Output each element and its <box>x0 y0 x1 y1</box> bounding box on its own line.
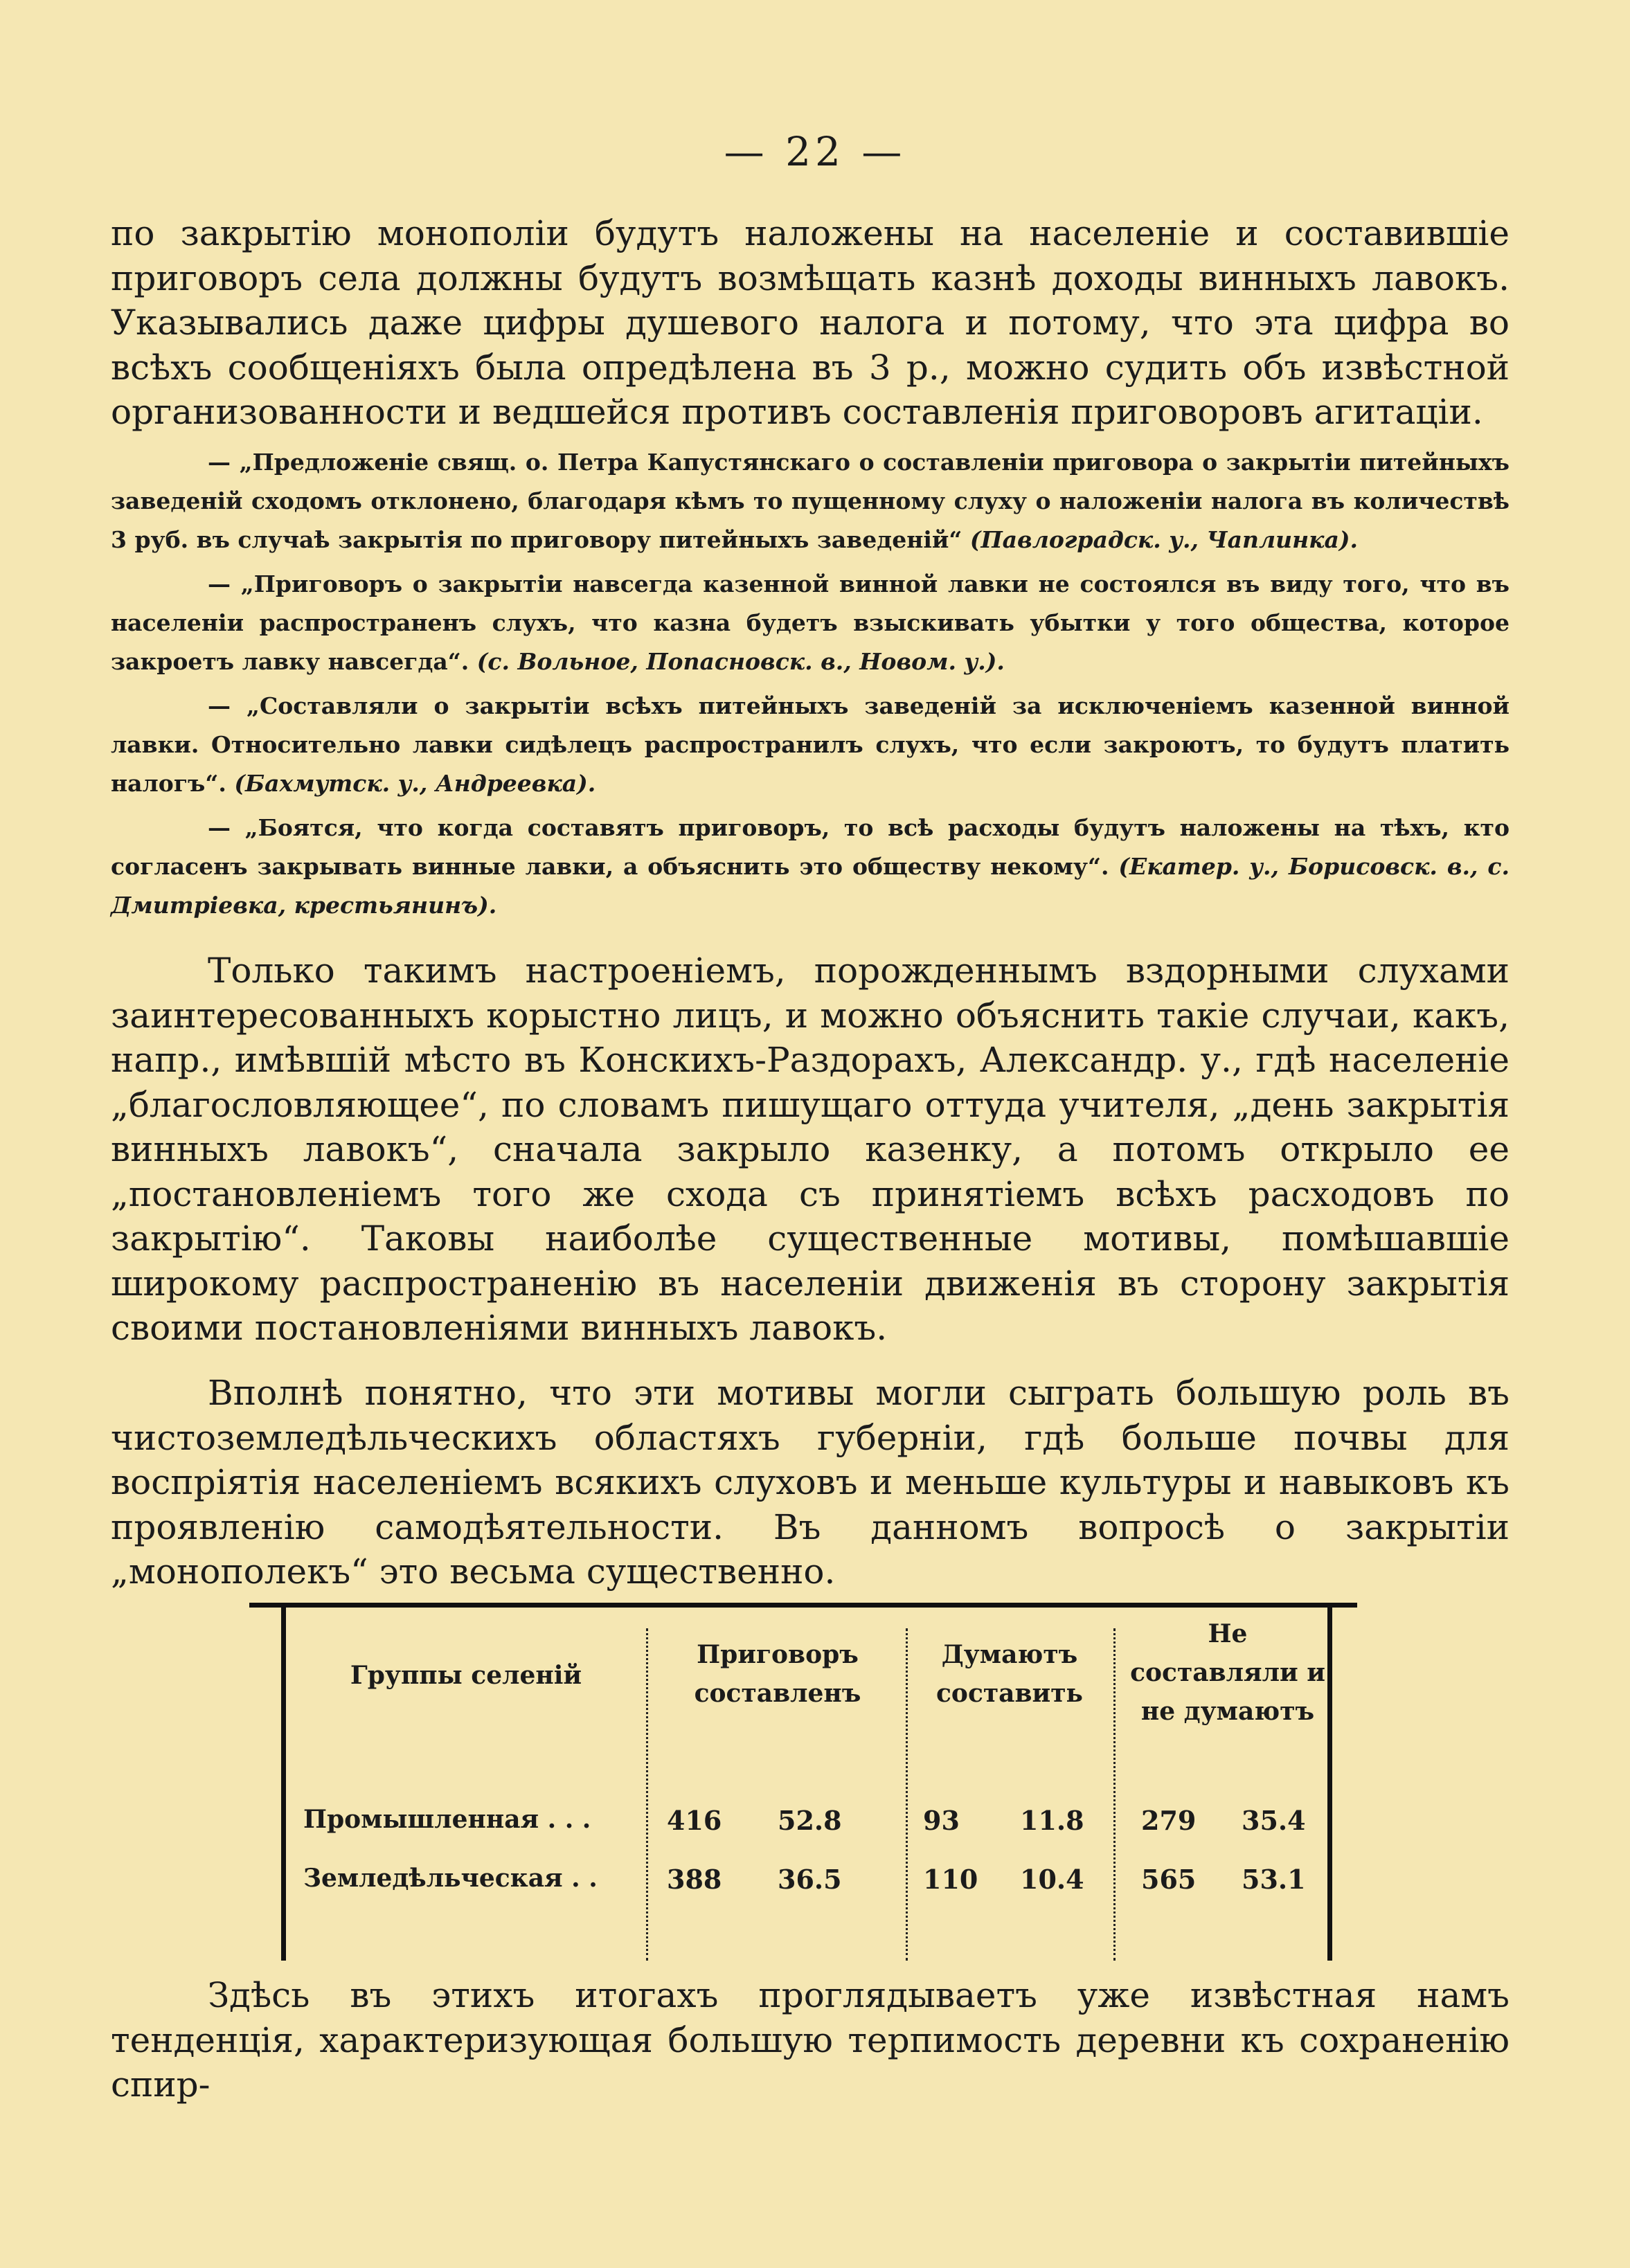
row-2-plan-percent: 10.4 <box>1020 1864 1084 1895</box>
paragraph-2-block <box>111 948 1510 1351</box>
header-groups: Группы селеній <box>350 1661 582 1690</box>
row-2-label: Земледѣльческая . . <box>303 1864 598 1893</box>
paragraph-1: по закрытію монополіи будутъ наложены на населеніе и составившіе приговоръ села должны будутъ возмѣщать казнѣ доходы винныхъ лавокъ. Указывались даже цифры душевого налога и потому, что эта цифра во всѣхъ сообщеніяхъ была опредѣлена въ 3 р., можно судить объ извѣстной организованности и ведшейся противъ составленія приговоровъ агитаціи. <box>111 213 1510 432</box>
row-1-drawn-percent: 52.8 <box>778 1805 842 1836</box>
quotes-block <box>111 443 1510 925</box>
row-1-drawn-count: 416 <box>667 1805 722 1836</box>
quote-2 <box>111 565 1510 681</box>
paragraph-3-block <box>111 1371 1510 1594</box>
table-body <box>281 1608 1332 1961</box>
row-2-drawn-percent: 36.5 <box>778 1864 842 1895</box>
row-1-not-percent: 35.4 <box>1242 1805 1306 1836</box>
header-plan-to-draw: Думаютъ составить <box>936 1640 1083 1708</box>
quote-4-source: (Екатер. у., Борисовск. в., с. Дмитріевка, крестьянинъ). <box>111 853 1510 919</box>
paragraph-4-block <box>111 1973 1510 2107</box>
column-separator <box>646 1628 648 1961</box>
page-number: — 22 — <box>724 128 906 175</box>
quote-3 <box>111 687 1510 803</box>
column-separator <box>906 1628 908 1961</box>
row-2-not-count: 565 <box>1141 1864 1197 1895</box>
row-1-label: Промышленная . . . <box>303 1805 591 1834</box>
quote-1-source: (Павлоградск. у., Чаплинка). <box>969 526 1358 553</box>
paragraph-3: Вполнѣ понятно, что эти мотивы могли сыграть большую роль въ чистоземледѣльческихъ областяхъ губерніи, гдѣ больше почвы для воспріятія населеніемъ всякихъ слуховъ и меньше культуры и навыковъ къ проявленію самодѣятельности. Въ данномъ вопросѣ о закрытіи „монополекъ“ это весьма существенно. <box>111 1373 1510 1592</box>
statistics-table <box>249 1603 1357 1961</box>
row-1-not-count: 279 <box>1141 1805 1197 1836</box>
row-2-drawn-count: 388 <box>667 1864 722 1895</box>
table-top-rule <box>249 1603 1357 1608</box>
column-separator <box>1113 1628 1116 1961</box>
quote-4 <box>111 809 1510 925</box>
quote-4-text: — „Боятся, что когда составятъ приговоръ, то всѣ расходы будутъ наложены на тѣхъ, кто согласенъ закрывать винные лавки, а объяснить это обществу некому“. <box>111 814 1510 880</box>
quote-1 <box>111 443 1510 559</box>
quote-2-text: — „Приговоръ о закрытіи навсегда казенной винной лавки не состоялся въ виду того, что въ населеніи распространенъ слухъ, что казна будетъ взыскивать убытки у того общества, которое закроетъ лавку навсегда“. <box>111 570 1510 675</box>
quote-3-source: (Бахмутск. у., Андреевка). <box>234 770 596 797</box>
header-not-drawn: Не составляли и не думаютъ <box>1130 1619 1325 1726</box>
paragraph-2: Только такимъ настроеніемъ, порожденнымъ вздорными слухами заинтересованныхъ корыстно лицъ, и можно объяснить такіе случаи, какъ, напр., имѣвшій мѣсто въ Конскихъ-Раздорахъ, Александр. у., гдѣ населеніе „благословляющее“, по словамъ пишущаго оттуда учителя, „день закрытія винныхъ лавокъ“, сначала закрыло казенку, а потомъ открыло ее „постановленіемъ того же схода съ принятіемъ всѣхъ расходовъ по закрытію“. Таковы наиболѣе существенные мотивы, помѣшавшіе широкому распространенію въ населеніи движенія въ сторону закрытія своими постановленіями винныхъ лавокъ. <box>111 951 1510 1348</box>
header-sentence-drawn: Приговоръ составленъ <box>694 1640 861 1708</box>
quote-2-source: (с. Вольное, Попасновск. в., Новом. у.). <box>476 648 1005 675</box>
paragraph-4: Здѣсь въ этихъ итогахъ проглядываетъ уже извѣстная намъ тенденція, характеризующая большую терпимость деревни къ сохраненію спир- <box>111 1975 1510 2105</box>
row-2-not-percent: 53.1 <box>1242 1864 1306 1895</box>
row-2-plan-count: 110 <box>923 1864 978 1895</box>
row-1-plan-percent: 11.8 <box>1020 1805 1084 1836</box>
paragraph-1-block <box>111 211 1510 435</box>
row-1-plan-count: 93 <box>923 1805 960 1836</box>
quote-1-text: — „Предложеніе свящ. о. Петра Капустянскаго о составленіи приговора о закрытіи питейныхъ заведеній сходомъ отклонено, благодаря кѣмъ то пущенному слуху о наложеніи налога въ количествѣ 3 руб. въ случаѣ закрытія по приговору питейныхъ заведеній“ <box>111 449 1510 553</box>
quote-3-text: — „Составляли о закрытіи всѣхъ питейныхъ заведеній за исключеніемъ казенной винной лавки. Относительно лавки сидѣлецъ распространилъ слухъ, что если закроютъ, то будутъ платить налогъ“. <box>111 692 1510 797</box>
